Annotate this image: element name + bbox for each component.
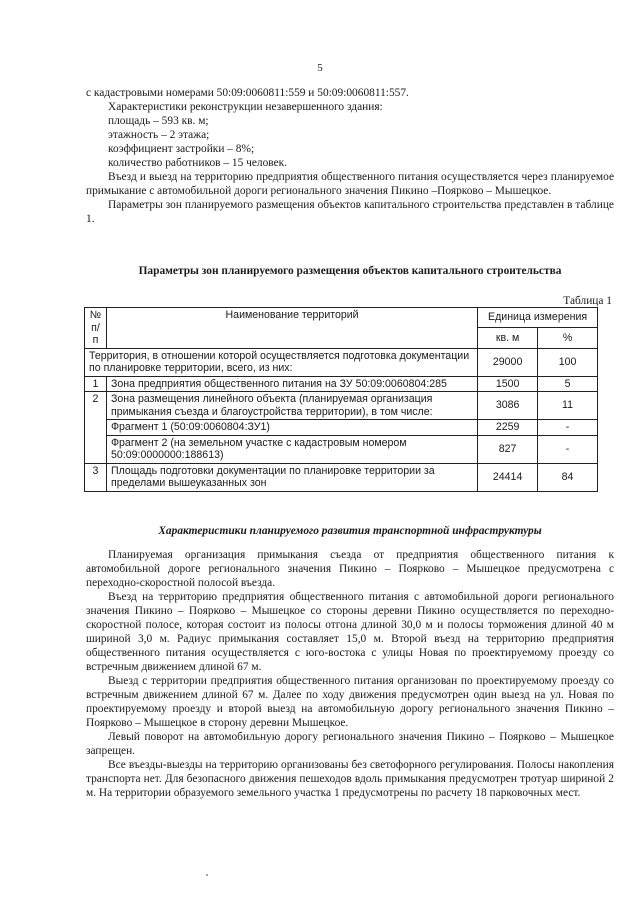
row-name: Зона предприятия общественного питания на ЗУ 50:09:0060804:285 <box>106 376 477 392</box>
row-pct: 100 <box>538 348 598 376</box>
intro-line: количество работников – 15 человек. <box>108 157 288 169</box>
table-row <box>85 420 598 436</box>
intro-line: с кадастровыми номерами 50:09:0060811:559 и 50:09:0060811:557. <box>86 87 409 99</box>
body-paragraph: Планируемая организация примыкания съезда от предприятия общественного питания к автомобильной дороге регионального значения Пикино – Поярково – Мышецкое предусмотрена с переходно-скоростной полосой въезда. <box>86 549 614 589</box>
row-name: Зона размещения линейного объекта (планируемая организация примыкания съезда и благоустройства территории), в том числе: <box>106 392 477 420</box>
row-name: Фрагмент 1 (50:09:0060804:ЗУ1) <box>106 420 477 436</box>
row-name: Площадь подготовки документации по планировке территории за пределами вышеуказанных зон <box>106 463 477 491</box>
row-sqm: 827 <box>478 435 538 463</box>
row-pct: - <box>538 420 598 436</box>
row-num: 1 <box>85 376 107 392</box>
intro-block <box>86 86 614 226</box>
body-block <box>86 548 614 800</box>
intro-line: этажность – 2 этажа; <box>108 129 210 141</box>
row-sqm: 1500 <box>478 376 538 392</box>
scan-speck <box>206 874 208 876</box>
body-paragraph: Въезд на территорию предприятия общественного питания с автомобильной дороги регионального значения Пикино – Поярково – Мышецкое со стороны деревни Пикино осуществляется по переходно-скоростной полосе, которая состоит из полосы отгона длиной 30,0 м и полосы торможения длиной 40 м шириной 3,0 м. Радиус примыкания составляет 15,0 м. Второй въезд на территорию предприятия общественного питания осуществляется с юго-востока с улицы Новая по проектируемому проезду со встречным движением длиной 67 м. <box>86 591 614 673</box>
table-row <box>85 463 598 491</box>
table-row <box>85 435 598 463</box>
header-name: Наименование территорий <box>106 308 477 349</box>
intro-line: площадь – 593 кв. м; <box>108 115 209 127</box>
table-row <box>85 392 598 420</box>
row-num: 2 <box>85 392 107 464</box>
header-unit-pct: % <box>538 328 598 348</box>
body-paragraph: Выезд с территории предприятия общественного питания организован по проектируемому проезду со встречным движением длиной 67 м. Далее по ходу движения предусмотрен один выезд на ул. Новая по проектируемому проезду и второй выезд на автомобильную дорогу регионального значения Пикино – Поярково – Мышецкое в сторону деревни Мышецкое. <box>86 675 614 729</box>
row-pct: - <box>538 435 598 463</box>
zones-table <box>84 307 598 492</box>
row-name: Территория, в отношении которой осуществляется подготовка документации по планировке территории, всего, из них: <box>85 348 478 376</box>
header-unit: Единица измерения <box>478 308 598 328</box>
table-caption: Таблица 1 <box>563 295 612 307</box>
row-pct: 84 <box>538 463 598 491</box>
table-row <box>85 376 598 392</box>
body-paragraph: Все въезды-выезды на территорию организованы без светофорного регулирования. Полосы накопления транспорта нет. Для безопасного движения пешеходов вдоль примыкания предусмотрен тротуар шириной 2 м. На территории образуемого земельного участка 1 предусмотрены по расчету 18 парковочных мест. <box>86 759 614 799</box>
body-paragraph: Левый поворот на автомобильную дорогу регионального значения Пикино – Поярково – Мышецкое запрещен. <box>86 731 614 757</box>
row-sqm: 24414 <box>478 463 538 491</box>
row-sqm: 3086 <box>478 392 538 420</box>
row-pct: 11 <box>538 392 598 420</box>
header-num: № п/п <box>85 308 107 349</box>
row-num: 3 <box>85 463 107 491</box>
table-heading: Параметры зон планируемого размещения объектов капитального строительства <box>138 265 562 277</box>
section-heading: Характеристики планируемого развития транспортной инфраструктуры <box>158 525 542 537</box>
row-name: Фрагмент 2 (на земельном участке с кадастровым номером 50:09:0000000:188613) <box>106 435 477 463</box>
intro-line: коэффициент застройки – 8%; <box>108 143 255 155</box>
intro-line: Характеристики реконструкции незавершенного здания: <box>108 101 383 113</box>
row-sqm: 29000 <box>478 348 538 376</box>
intro-paragraph: Параметры зон планируемого размещения объектов капитального строительства представлен в таблице 1. <box>86 199 614 225</box>
row-pct: 5 <box>538 376 598 392</box>
header-unit-sqm: кв. м <box>478 328 538 348</box>
table-header-row <box>85 308 598 328</box>
row-sqm: 2259 <box>478 420 538 436</box>
intro-paragraph: Въезд и выезд на территорию предприятия общественного питания осуществляется через планируемое примыкание с автомобильной дороги регионального значения Пикино –Поярково – Мышецкое. <box>86 171 614 197</box>
page-number: 5 <box>317 62 323 74</box>
table-row <box>85 348 598 376</box>
